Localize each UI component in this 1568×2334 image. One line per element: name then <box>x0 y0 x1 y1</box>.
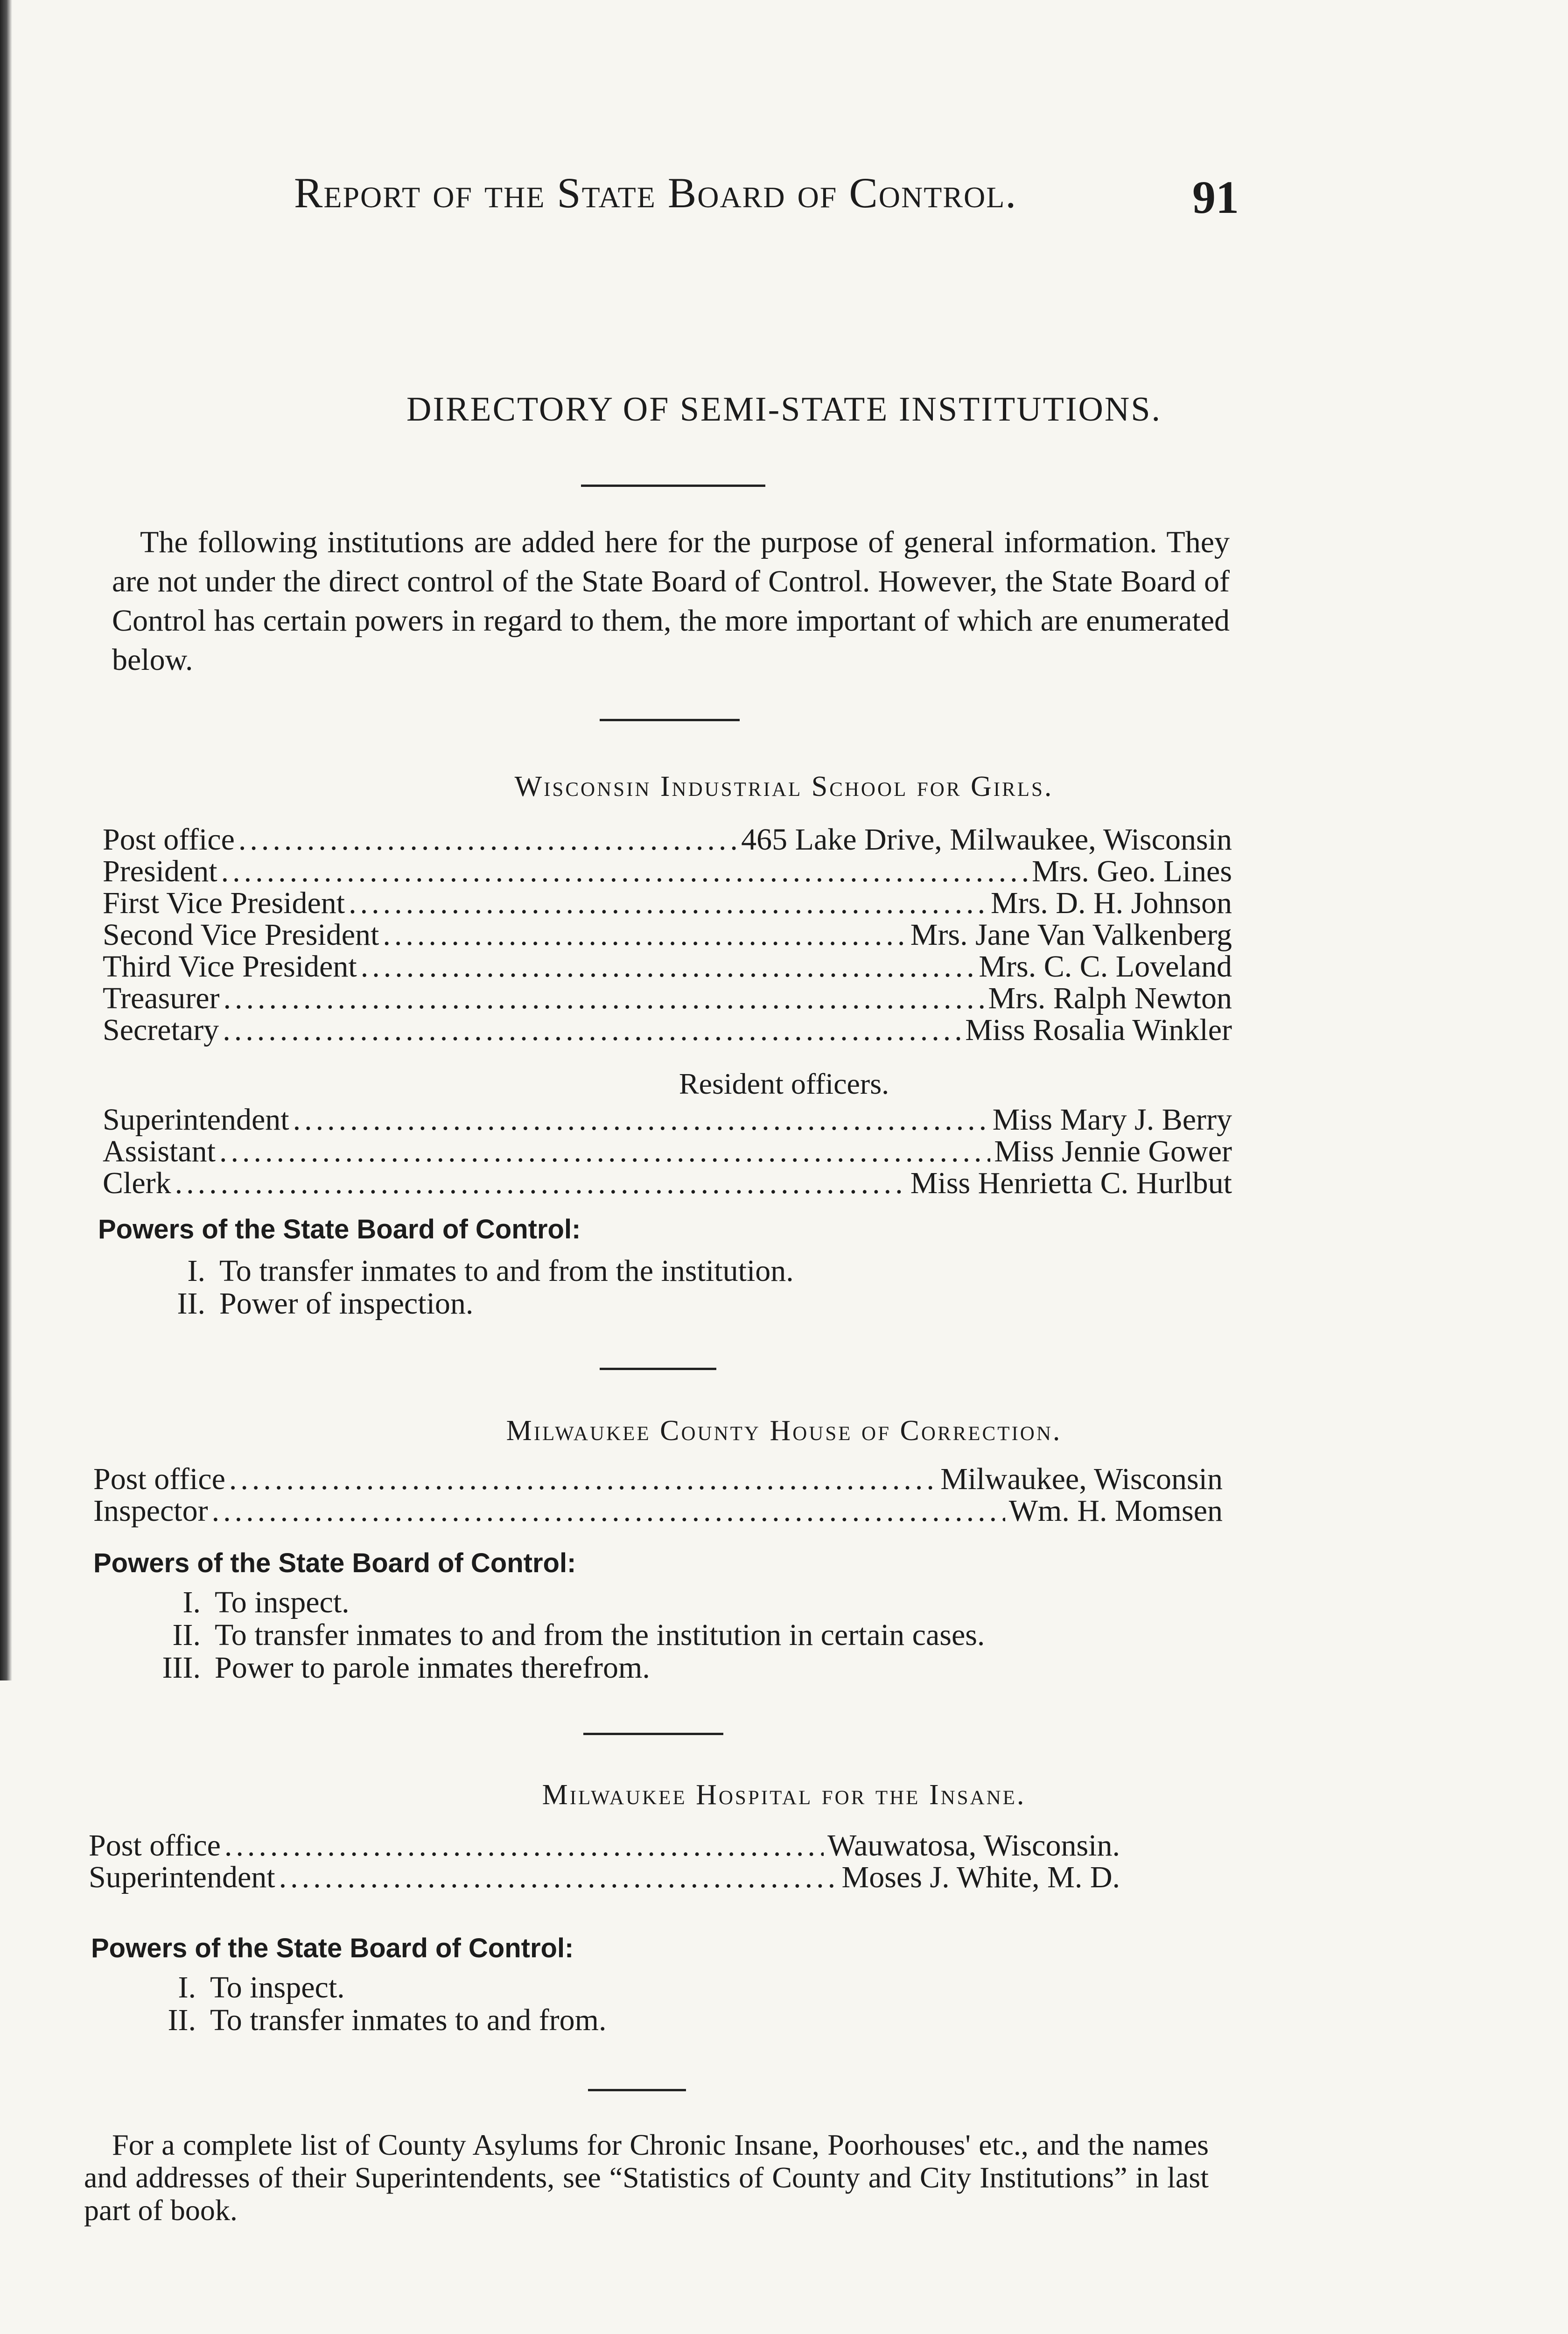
power-item: I. To inspect. <box>182 1585 350 1619</box>
resident-officers-heading: Resident officers. <box>679 1067 889 1100</box>
officer-row: Second Vice President ..... Mrs. Jane Van Valkenberg <box>103 919 1232 951</box>
resident-officer-list <box>103 1104 1232 1199</box>
powers-heading: Powers of the State Board of Control: <box>91 1933 574 1963</box>
institution-title: Milwaukee County House of Correction. <box>506 1415 1062 1447</box>
officer-row: President ..... Mrs. Geo. Lines <box>103 856 1232 887</box>
officer-row: Third Vice President ..... Mrs. C. C. Loveland <box>103 951 1232 983</box>
divider-rule <box>583 1733 723 1735</box>
power-item: II. To transfer inmates to and from the institution in certain cases. <box>172 1618 985 1652</box>
running-head: Report of the State Board of Control. <box>294 169 1017 217</box>
power-item: I. To transfer inmates to and from the institution. <box>187 1254 794 1288</box>
officer-row: First Vice President ..... Mrs. D. H. Johnson <box>103 887 1232 919</box>
officer-row: Superintendent ..... Moses J. White, M. D. <box>89 1862 1120 1893</box>
officer-row: Assistant ..... Miss Jennie Gower <box>103 1136 1232 1167</box>
institution-title: Milwaukee Hospital for the Insane. <box>542 1779 1026 1811</box>
power-item: III. Power to parole inmates therefrom. <box>162 1651 650 1685</box>
intro-paragraph: The following institutions are added here for the purpose of general information. They are not under the direct control of the State Board of Control. However, the State Board of Control has certain powers in regard to them, the more important of which are enumerated below. <box>112 525 1230 677</box>
power-item: II. To transfer inmates to and from. <box>168 2003 607 2037</box>
institution-title: Wisconsin Industrial School for Girls. <box>514 771 1054 802</box>
powers-heading: Powers of the State Board of Control: <box>98 1214 581 1244</box>
officer-row: Post office ..... Wauwatosa, Wisconsin. <box>89 1830 1120 1862</box>
divider-rule <box>600 719 740 721</box>
officer-row: Clerk ..... Miss Henrietta C. Hurlbut <box>103 1167 1232 1199</box>
power-item: II. Power of inspection. <box>177 1287 474 1321</box>
officer-row: Inspector ..... Wm. H. Momsen <box>93 1495 1223 1527</box>
divider-rule <box>600 1368 716 1370</box>
officer-list <box>103 824 1232 1046</box>
directory-title: DIRECTORY OF SEMI-STATE INSTITUTIONS. <box>406 390 1162 429</box>
power-item: I. To inspect. <box>178 1970 345 2004</box>
powers-heading: Powers of the State Board of Control: <box>93 1548 576 1578</box>
officer-row: Secretary ..... Miss Rosalia Winkler <box>103 1014 1232 1046</box>
divider-rule <box>588 2089 686 2091</box>
officer-row: Treasurer ..... Mrs. Ralph Newton <box>103 983 1232 1014</box>
officer-row: Superintendent ..... Miss Mary J. Berry <box>103 1104 1232 1136</box>
footnote: For a complete list of County Asylums for Chronic Insane, Poorhouses' etc., and the names and addresses of their Superintendents, see “Statistics of County and City Institutions” in last part of book. <box>84 2128 1209 2227</box>
page-number: 91 <box>1192 171 1239 223</box>
officer-row: Post office ..... 465 Lake Drive, Milwaukee, Wisconsin <box>103 824 1232 856</box>
divider-rule <box>581 485 765 487</box>
officer-list <box>89 1830 1120 1893</box>
officer-list <box>93 1463 1223 1527</box>
officer-row: Post office ..... Milwaukee, Wisconsin <box>93 1463 1223 1495</box>
